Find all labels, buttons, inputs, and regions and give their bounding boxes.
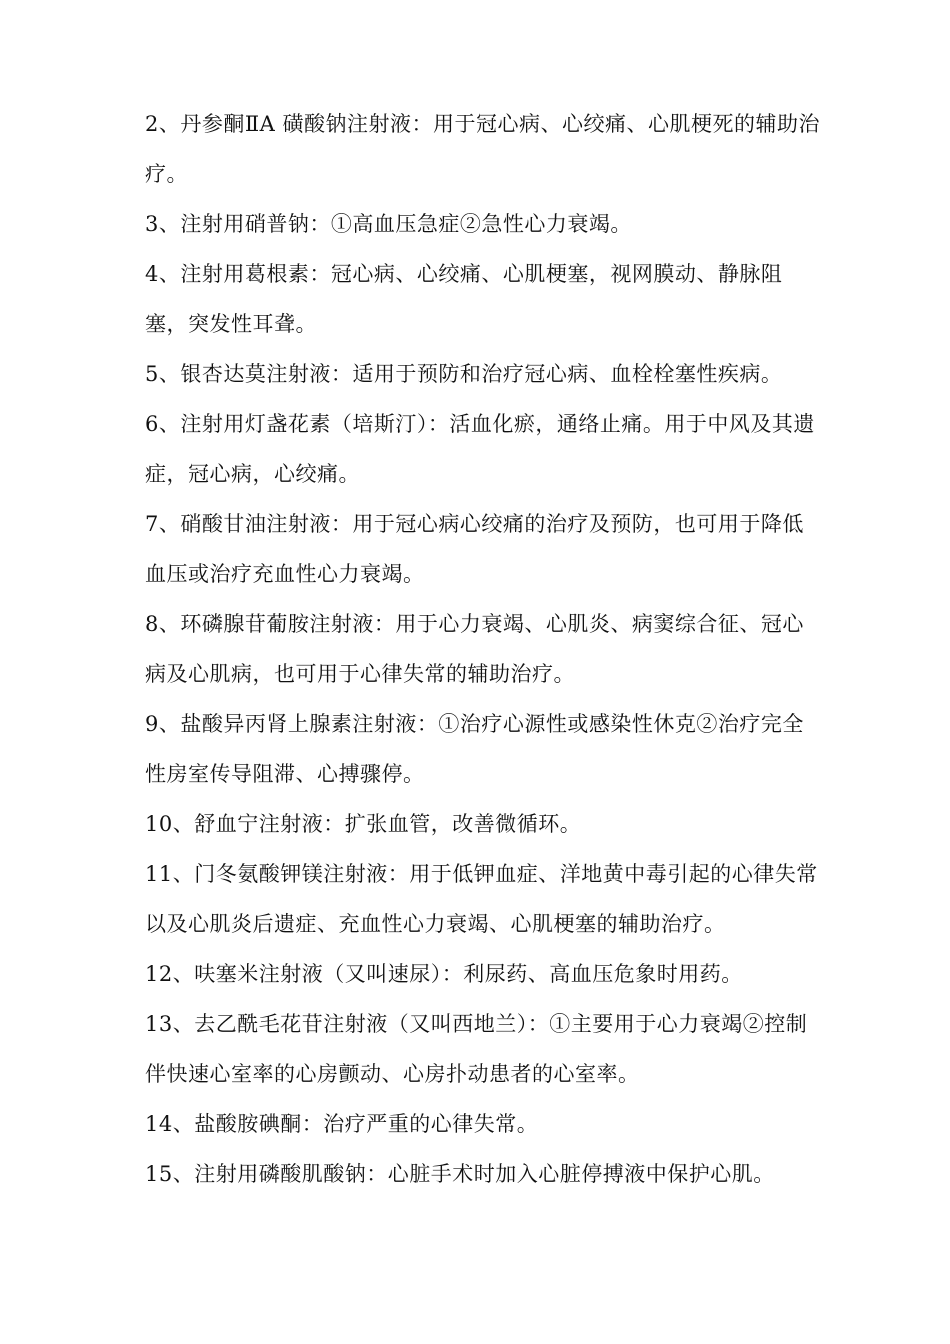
list-item: 12、呋塞米注射液（又叫速尿）：利尿药、高血压危象时用药。	[145, 962, 743, 986]
list-item: 2、丹参酮ⅡA 磺酸钠注射液：用于冠心病、心绞痛、心肌梗死的辅助治疗。	[145, 112, 820, 186]
list-item: 5、银杏达莫注射液：适用于预防和治疗冠心病、血栓栓塞性疾病。	[145, 362, 783, 386]
list-item: 4、注射用葛根素：冠心病、心绞痛、心肌梗塞，视网膜动、静脉阻塞，突发性耳聋。	[145, 262, 783, 336]
list-item: 11、门冬氨酸钾镁注射液：用于低钾血症、洋地黄中毒引起的心律失常以及心肌炎后遗症、充血性心力衰竭、心肌梗塞的辅助治疗。	[145, 862, 818, 936]
list-item: 3、注射用硝普钠：①高血压急症②急性心力衰竭。	[145, 212, 632, 236]
list-item: 6、注射用灯盏花素（培斯汀）：活血化瘀，通络止痛。用于中风及其遗症，冠心病，心绞痛。	[145, 412, 815, 486]
list-item: 9、盐酸异丙肾上腺素注射液：①治疗心源性或感染性休克②治疗完全性房室传导阻滞、心搏骤停。	[145, 712, 804, 786]
list-item: 8、环磷腺苷葡胺注射液：用于心力衰竭、心肌炎、病窦综合征、冠心病及心肌病，也可用于心律失常的辅助治疗。	[145, 612, 804, 686]
list-item: 10、舒血宁注射液：扩张血管，改善微循环。	[145, 812, 582, 836]
document-body	[145, 99, 825, 1199]
list-item: 15、注射用磷酸肌酸钠：心脏手术时加入心脏停搏液中保护心肌。	[145, 1162, 775, 1186]
list-item: 14、盐酸胺碘酮：治疗严重的心律失常。	[145, 1112, 539, 1136]
list-item: 13、去乙酰毛花苷注射液（又叫西地兰）：①主要用于心力衰竭②控制伴快速心室率的心房颤动、心房扑动患者的心室率。	[145, 1012, 808, 1086]
list-item: 7、硝酸甘油注射液：用于冠心病心绞痛的治疗及预防，也可用于降低血压或治疗充血性心力衰竭。	[145, 512, 804, 586]
